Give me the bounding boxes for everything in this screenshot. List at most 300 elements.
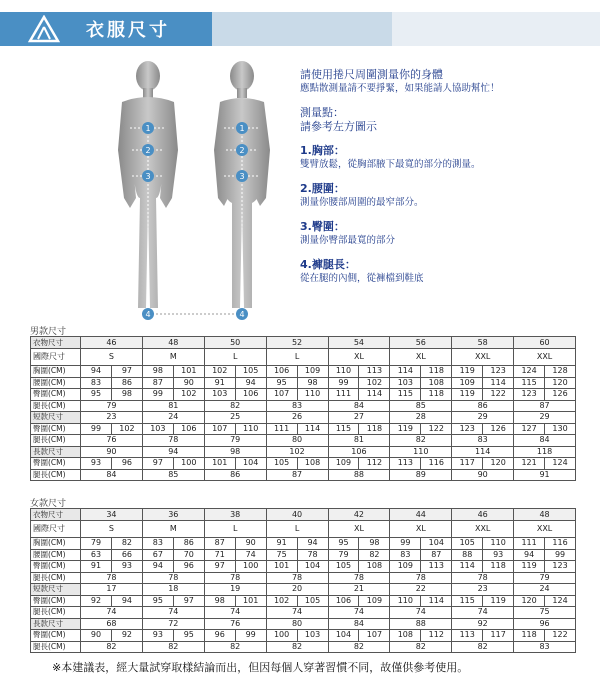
size-cell: 95 <box>328 538 359 550</box>
size-cell: 92 <box>81 595 112 607</box>
size-cell: 113 <box>452 630 483 642</box>
size-cell: 106 <box>328 446 390 458</box>
table-row <box>31 400 576 412</box>
size-cell: 86 <box>111 377 142 389</box>
size-cell: 114 <box>452 561 483 573</box>
size-cell: 42 <box>328 509 390 521</box>
size-cell: 76 <box>81 435 143 447</box>
size-cell: XXL <box>452 349 514 366</box>
size-cell: 40 <box>266 509 328 521</box>
size-cell: 101 <box>235 595 266 607</box>
page-title: 衣服尺寸 <box>86 20 170 41</box>
size-cell: 75 <box>266 549 297 561</box>
footnote: ※本建議表，經大量試穿取樣結論而出，但因每個人穿著習慣不同，故僅供參考使用。 <box>52 661 469 674</box>
marker-4: 4 <box>239 310 245 319</box>
size-cell: 127 <box>514 423 545 435</box>
size-cell: 86 <box>173 538 204 550</box>
size-cell: 130 <box>545 423 576 435</box>
row-label: 腿長(CM) <box>31 400 81 412</box>
size-cell: XL <box>390 521 452 538</box>
size-cell: 83 <box>142 538 173 550</box>
table-row <box>31 509 576 521</box>
size-cell: 104 <box>328 630 359 642</box>
size-cell: 110 <box>390 595 421 607</box>
size-cell: 120 <box>545 377 576 389</box>
row-label: 臀圍(CM) <box>31 630 81 642</box>
size-cell: 88 <box>390 618 452 630</box>
size-cell: 112 <box>421 630 452 642</box>
measurement-instructions <box>300 68 590 286</box>
size-cell: 108 <box>359 561 390 573</box>
size-cell: 85 <box>390 400 452 412</box>
men-size-title: 男款尺寸 <box>30 327 67 337</box>
size-cell: 74 <box>390 607 452 619</box>
marker-1: 1 <box>239 124 245 133</box>
size-cell: 91 <box>266 538 297 550</box>
size-cell: 124 <box>514 366 545 378</box>
size-cell: 119 <box>452 389 483 401</box>
row-label: 短款尺寸 <box>31 584 81 596</box>
size-cell: 118 <box>421 389 452 401</box>
size-cell: 78 <box>81 572 143 584</box>
size-cell: 111 <box>328 389 359 401</box>
size-cell: 56 <box>390 337 452 349</box>
row-label: 臀圍(CM) <box>31 595 81 607</box>
size-cell: 114 <box>483 377 514 389</box>
size-cell: 76 <box>204 618 266 630</box>
size-cell: 95 <box>81 389 112 401</box>
size-cell: 118 <box>514 630 545 642</box>
size-cell: 78 <box>328 572 390 584</box>
size-cell: 105 <box>235 366 266 378</box>
size-cell: 117 <box>483 630 514 642</box>
women-size-title: 女款尺寸 <box>30 499 67 509</box>
size-cell: 100 <box>266 630 297 642</box>
women-size-table <box>30 508 576 653</box>
row-label: 腰圍(CM) <box>31 377 81 389</box>
point-title: 3.臀圍： <box>300 220 345 233</box>
row-label: 短款尺寸 <box>31 412 81 424</box>
size-cell: 71 <box>204 549 235 561</box>
size-cell: 99 <box>545 549 576 561</box>
size-cell: 107 <box>266 389 297 401</box>
female-figure <box>214 61 270 308</box>
size-cell: 109 <box>359 595 390 607</box>
size-cell: 87 <box>204 538 235 550</box>
size-cell: S <box>81 521 143 538</box>
size-cell: XXL <box>514 349 576 366</box>
size-cell: 25 <box>204 412 266 424</box>
size-cell: 50 <box>204 337 266 349</box>
mountain-logo-icon <box>28 15 60 43</box>
size-cell: 20 <box>266 584 328 596</box>
size-cell: 119 <box>514 561 545 573</box>
intro-line: 應點散測量請不要掙緊，如果能請人協助幫忙！ <box>300 83 500 94</box>
size-cell: 100 <box>173 458 204 470</box>
size-cell: 83 <box>452 435 514 447</box>
size-cell: 87 <box>514 400 576 412</box>
size-cell: 84 <box>328 400 390 412</box>
size-cell: 119 <box>390 423 421 435</box>
row-label: 腰圍(CM) <box>31 549 81 561</box>
marker-1: 1 <box>145 124 151 133</box>
header-stripe <box>392 12 600 46</box>
table-row <box>31 549 576 561</box>
size-cell: 54 <box>328 337 390 349</box>
row-label: 腿長(CM) <box>31 641 81 653</box>
size-cell: 23 <box>452 584 514 596</box>
point-desc: 測量你腰部周圍的最窄部分。 <box>300 197 424 208</box>
table-row <box>31 607 576 619</box>
size-cell: 118 <box>514 446 576 458</box>
table-row <box>31 584 576 596</box>
size-cell: 29 <box>452 412 514 424</box>
size-cell: 27 <box>328 412 390 424</box>
size-cell: 74 <box>266 607 328 619</box>
size-cell: 101 <box>266 561 297 573</box>
size-cell: 114 <box>452 446 514 458</box>
size-cell: 52 <box>266 337 328 349</box>
size-cell: 92 <box>452 618 514 630</box>
size-cell: 78 <box>142 435 204 447</box>
size-cell: 103 <box>297 630 328 642</box>
size-cell: 74 <box>142 607 204 619</box>
size-cell: 82 <box>452 641 514 653</box>
size-cell: XL <box>328 349 390 366</box>
marker-2: 2 <box>239 146 245 155</box>
size-cell: 123 <box>545 561 576 573</box>
size-cell: 82 <box>111 538 142 550</box>
size-cell: 99 <box>142 389 173 401</box>
size-cell: 101 <box>173 366 204 378</box>
size-cell: 96 <box>514 618 576 630</box>
table-row <box>31 595 576 607</box>
size-cell: 94 <box>514 549 545 561</box>
row-label: 腿長(CM) <box>31 607 81 619</box>
size-cell: 109 <box>390 561 421 573</box>
size-cell: 123 <box>514 389 545 401</box>
size-cell: 102 <box>111 423 142 435</box>
size-cell: 79 <box>514 572 576 584</box>
size-cell: 48 <box>142 337 204 349</box>
size-cell: 95 <box>266 377 297 389</box>
size-cell: 90 <box>235 538 266 550</box>
size-cell: 114 <box>390 366 421 378</box>
size-cell: 123 <box>483 366 514 378</box>
row-label: 臀圍(CM) <box>31 389 81 401</box>
row-label: 國際尺寸 <box>31 521 81 538</box>
table-row <box>31 469 576 481</box>
size-cell: 119 <box>483 595 514 607</box>
size-cell: 104 <box>297 561 328 573</box>
size-cell: 82 <box>328 641 390 653</box>
size-cell: 28 <box>390 412 452 424</box>
table-row <box>31 377 576 389</box>
size-cell: 107 <box>359 630 390 642</box>
size-cell: 80 <box>266 435 328 447</box>
row-label: 臀圍(CM) <box>31 423 81 435</box>
table-row <box>31 435 576 447</box>
size-cell: 36 <box>142 509 204 521</box>
size-cell: 88 <box>328 469 390 481</box>
size-cell: L <box>266 521 328 538</box>
size-cell: 104 <box>421 538 452 550</box>
size-cell: 38 <box>204 509 266 521</box>
size-cell: 123 <box>452 423 483 435</box>
size-cell: 115 <box>328 423 359 435</box>
size-cell: 105 <box>297 595 328 607</box>
size-cell: XL <box>328 521 390 538</box>
table-row <box>31 446 576 458</box>
size-cell: 114 <box>297 423 328 435</box>
point-desc: 從在腿的內側，從褲檔到鞋底 <box>300 273 424 284</box>
size-cell: 94 <box>81 366 112 378</box>
size-cell: 82 <box>142 641 204 653</box>
size-cell: 86 <box>204 469 266 481</box>
size-cell: 29 <box>514 412 576 424</box>
table-row <box>31 630 576 642</box>
row-label: 衣物尺寸 <box>31 509 81 521</box>
size-cell: 102 <box>359 377 390 389</box>
size-cell: 81 <box>328 435 390 447</box>
size-cell: 109 <box>452 377 483 389</box>
male-figure <box>118 61 178 308</box>
size-cell: 94 <box>297 538 328 550</box>
size-cell: 105 <box>266 458 297 470</box>
size-cell: 70 <box>173 549 204 561</box>
row-label: 衣物尺寸 <box>31 337 81 349</box>
intro-line: 請使用捲尺周圍測量你的身體 <box>300 68 443 81</box>
size-cell: 103 <box>204 389 235 401</box>
size-cell: 122 <box>483 389 514 401</box>
size-cell: 98 <box>204 595 235 607</box>
size-cell: 79 <box>204 435 266 447</box>
size-cell: 106 <box>328 595 359 607</box>
size-cell: 44 <box>390 509 452 521</box>
row-label: 臀圍(CM) <box>31 561 81 573</box>
size-cell: 93 <box>111 561 142 573</box>
table-row <box>31 521 576 538</box>
point-title: 2.腰圍： <box>300 182 345 195</box>
row-label: 長款尺寸 <box>31 618 81 630</box>
size-cell: 107 <box>204 423 235 435</box>
size-cell: 110 <box>390 446 452 458</box>
size-cell: 82 <box>390 435 452 447</box>
size-cell: 110 <box>297 389 328 401</box>
size-cell: 110 <box>328 366 359 378</box>
men-size-table <box>30 336 576 481</box>
size-cell: 18 <box>142 584 204 596</box>
size-cell: 109 <box>297 366 328 378</box>
size-cell: 118 <box>421 366 452 378</box>
row-label: 腿長(CM) <box>31 572 81 584</box>
size-cell: 84 <box>328 618 390 630</box>
points-subtitle: 請參考左方圖示 <box>300 120 377 133</box>
size-cell: 88 <box>452 549 483 561</box>
size-cell: 119 <box>452 366 483 378</box>
size-cell: 78 <box>297 549 328 561</box>
size-cell: 115 <box>390 389 421 401</box>
size-cell: 113 <box>421 561 452 573</box>
size-cell: 105 <box>452 538 483 550</box>
size-cell: 78 <box>204 572 266 584</box>
size-cell: XXL <box>514 521 576 538</box>
marker-2: 2 <box>145 146 151 155</box>
size-cell: 79 <box>81 400 143 412</box>
table-row <box>31 618 576 630</box>
size-cell: 98 <box>204 446 266 458</box>
size-cell: 72 <box>142 618 204 630</box>
size-cell: 103 <box>390 377 421 389</box>
row-label: 腿長(CM) <box>31 469 81 481</box>
size-cell: 124 <box>545 595 576 607</box>
table-row <box>31 561 576 573</box>
size-cell: 116 <box>545 538 576 550</box>
size-cell: 111 <box>266 423 297 435</box>
size-cell: 81 <box>142 400 204 412</box>
size-cell: 96 <box>204 630 235 642</box>
size-cell: 86 <box>452 400 514 412</box>
size-cell: 94 <box>235 377 266 389</box>
size-cell: 93 <box>483 549 514 561</box>
point-desc: 測量你臀部最寬的部分 <box>300 235 396 246</box>
size-cell: 97 <box>111 366 142 378</box>
size-cell: 74 <box>235 549 266 561</box>
size-cell: 97 <box>173 595 204 607</box>
size-cell: 78 <box>390 572 452 584</box>
size-cell: 24 <box>514 584 576 596</box>
size-cell: 128 <box>545 366 576 378</box>
size-cell: 96 <box>111 458 142 470</box>
size-cell: 101 <box>204 458 235 470</box>
row-label: 腿長(CM) <box>31 435 81 447</box>
size-cell: 99 <box>81 423 112 435</box>
size-cell: M <box>142 349 204 366</box>
size-cell: 108 <box>421 377 452 389</box>
size-cell: 46 <box>452 509 514 521</box>
size-cell: 104 <box>235 458 266 470</box>
size-cell: 111 <box>514 538 545 550</box>
size-cell: 23 <box>81 412 143 424</box>
size-cell: 82 <box>81 641 143 653</box>
marker-4: 4 <box>145 310 151 319</box>
size-cell: XXL <box>452 521 514 538</box>
size-cell: 89 <box>390 469 452 481</box>
marker-3: 3 <box>145 172 151 181</box>
size-cell: 92 <box>111 630 142 642</box>
size-cell: 85 <box>142 469 204 481</box>
table-row <box>31 412 576 424</box>
size-cell: 99 <box>235 630 266 642</box>
size-cell: 83 <box>390 549 421 561</box>
table-row <box>31 458 576 470</box>
size-cell: 102 <box>266 595 297 607</box>
size-cell: 115 <box>452 595 483 607</box>
size-cell: 90 <box>173 377 204 389</box>
size-cell: 97 <box>142 458 173 470</box>
size-cell: 91 <box>81 561 112 573</box>
size-cell: 68 <box>81 618 143 630</box>
size-cell: 126 <box>545 389 576 401</box>
size-cell: 106 <box>266 366 297 378</box>
size-cell: 109 <box>328 458 359 470</box>
size-cell: 87 <box>266 469 328 481</box>
size-cell: 74 <box>328 607 390 619</box>
size-cell: 97 <box>204 561 235 573</box>
size-cell: 74 <box>452 607 514 619</box>
size-cell: 98 <box>111 389 142 401</box>
size-cell: 102 <box>173 389 204 401</box>
size-cell: 95 <box>173 630 204 642</box>
size-cell: 82 <box>359 549 390 561</box>
size-cell: 118 <box>359 423 390 435</box>
size-cell: 63 <box>81 549 112 561</box>
size-cell: 102 <box>204 366 235 378</box>
size-cell: 78 <box>266 572 328 584</box>
size-cell: 17 <box>81 584 143 596</box>
size-cell: 75 <box>514 607 576 619</box>
size-cell: 124 <box>545 458 576 470</box>
size-cell: 74 <box>204 607 266 619</box>
size-cell: 110 <box>235 423 266 435</box>
size-cell: 90 <box>452 469 514 481</box>
size-cell: 118 <box>483 561 514 573</box>
size-cell: 126 <box>483 423 514 435</box>
size-cell: 99 <box>328 377 359 389</box>
size-cell: 46 <box>81 337 143 349</box>
size-cell: 74 <box>81 607 143 619</box>
size-cell: 87 <box>142 377 173 389</box>
header-stripe <box>212 12 392 46</box>
table-row <box>31 366 576 378</box>
size-cell: 82 <box>266 641 328 653</box>
size-cell: 106 <box>235 389 266 401</box>
size-cell: 95 <box>142 595 173 607</box>
size-cell: 84 <box>81 469 143 481</box>
size-cell: L <box>204 521 266 538</box>
size-cell: 93 <box>142 630 173 642</box>
size-cell: 83 <box>514 641 576 653</box>
size-cell: 78 <box>142 572 204 584</box>
size-cell: 19 <box>204 584 266 596</box>
point-desc: 雙臂放鬆，從胸部腋下最寬的部分的測量。 <box>300 159 481 170</box>
size-cell: 102 <box>266 446 328 458</box>
size-cell: 48 <box>514 509 576 521</box>
size-cell: 122 <box>545 630 576 642</box>
size-cell: L <box>204 349 266 366</box>
size-cell: 22 <box>390 584 452 596</box>
table-row <box>31 349 576 366</box>
size-cell: 106 <box>173 423 204 435</box>
point-title: 4.褲腿長： <box>300 258 356 271</box>
header-bar <box>0 12 600 46</box>
size-cell: 82 <box>204 400 266 412</box>
body-measurement-figures <box>100 58 280 322</box>
size-cell: 114 <box>421 595 452 607</box>
size-cell: M <box>142 521 204 538</box>
table-row <box>31 337 576 349</box>
size-cell: 98 <box>359 538 390 550</box>
table-row <box>31 389 576 401</box>
size-cell: 112 <box>359 458 390 470</box>
size-cell: 94 <box>142 561 173 573</box>
size-cell: 110 <box>483 538 514 550</box>
size-cell: 96 <box>173 561 204 573</box>
size-cell: 82 <box>204 641 266 653</box>
size-cell: 80 <box>266 618 328 630</box>
size-cell: 91 <box>514 469 576 481</box>
row-label: 胸圍(CM) <box>31 538 81 550</box>
